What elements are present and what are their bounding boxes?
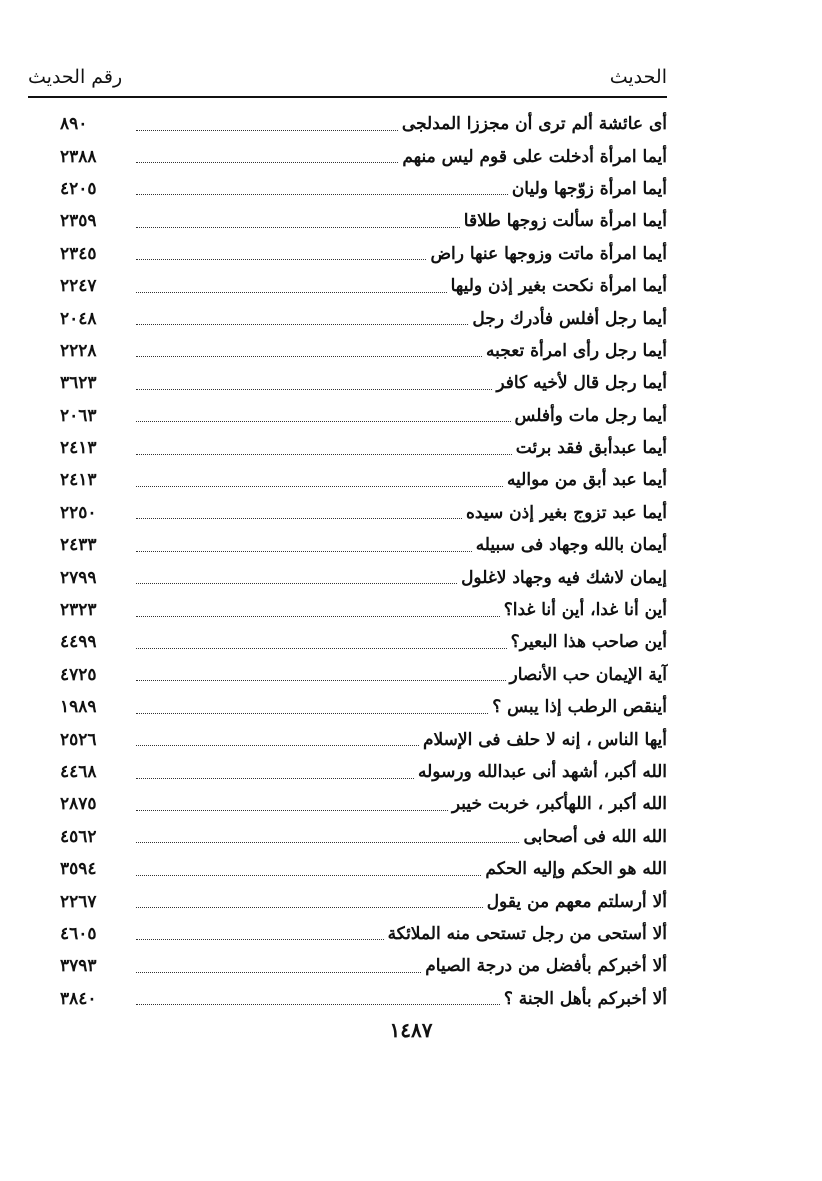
dot-leader <box>136 972 421 973</box>
entry-hadith-text: أيما رجل أفلس فأدرك رجل <box>472 308 667 329</box>
header-hadith-label: الحديث <box>609 66 667 88</box>
index-entry <box>60 853 667 885</box>
dot-leader <box>136 356 482 357</box>
index-entry <box>60 205 667 237</box>
index-entry <box>60 950 667 982</box>
entry-hadith-number: ٤٥٦٢ <box>60 826 97 847</box>
index-entry <box>60 594 667 626</box>
entry-hadith-number: ٢٠٦٣ <box>60 405 97 426</box>
index-entry <box>60 464 667 496</box>
entry-hadith-number: ٣٨٤٠ <box>60 988 97 1009</box>
dot-leader <box>136 486 503 487</box>
header-hadith-number-label: رقم الحديث <box>28 66 123 88</box>
entry-hadith-text: ألا أرسلتم معهم من يقول <box>486 891 667 912</box>
entry-hadith-text: أين صاحب هذا البعير؟ <box>510 632 667 653</box>
entry-hadith-number: ٢٢٥٠ <box>60 502 97 523</box>
index-entry <box>60 270 667 302</box>
entry-hadith-text: أينقص الرطب إذا يبس ؟ <box>492 697 667 718</box>
entry-hadith-number: ٢٣٨٨ <box>60 146 97 167</box>
index-entry <box>60 788 667 820</box>
entry-hadith-text: أيما امرأة ماتت وزوجها عنها راض <box>430 243 667 264</box>
entry-hadith-number: ٢٨٧٥ <box>60 794 97 815</box>
dot-leader <box>136 778 414 779</box>
entry-hadith-number: ٤٤٦٨ <box>60 762 97 782</box>
dot-leader <box>136 518 462 519</box>
entry-hadith-text: أين أنا غدا، أين أنا غدا؟ <box>503 600 667 621</box>
index-entry <box>60 173 667 205</box>
index-entry <box>60 400 667 432</box>
dot-leader <box>136 130 398 131</box>
entry-hadith-number: ٢٢٢٨ <box>60 340 97 361</box>
index-entry <box>60 302 667 334</box>
dot-leader <box>136 648 507 649</box>
dot-leader <box>136 551 472 552</box>
entry-hadith-text: أيما امرأة سألت زوجها طلاقا <box>463 211 667 232</box>
page-header <box>28 62 667 98</box>
index-entry <box>60 561 667 593</box>
entry-hadith-text: أيما رجل قال لأخيه كافر <box>496 373 667 394</box>
dot-leader <box>136 810 448 811</box>
index-entry <box>60 983 667 1015</box>
dot-leader <box>136 194 508 195</box>
dot-leader <box>136 907 483 908</box>
entry-hadith-number: ٤٤٩٩ <box>60 632 97 653</box>
dot-leader <box>136 162 398 163</box>
index-entry <box>60 885 667 917</box>
entry-hadith-number: ٢٣٤٥ <box>60 243 97 264</box>
index-entry <box>60 335 667 367</box>
index-entry <box>60 108 667 140</box>
dot-leader <box>136 227 460 228</box>
entry-hadith-number: ٤٧٢٥ <box>60 664 97 685</box>
index-entry <box>60 918 667 950</box>
index-entry <box>60 756 667 788</box>
entry-hadith-text: إيمان لاشك فيه وجهاد لاغلول <box>461 567 667 588</box>
index-entry <box>60 140 667 172</box>
page-number: ١٤٨٧ <box>389 1018 433 1042</box>
dot-leader <box>136 454 512 455</box>
entry-hadith-text: آية الإيمان حب الأنصار <box>509 664 667 685</box>
entry-hadith-text: الله هو الحكم وإليه الحكم <box>485 859 667 880</box>
entry-hadith-text: أى عائشة ألم ترى أن مجززا المدلجى <box>401 114 667 135</box>
hadith-index-list <box>60 108 667 1015</box>
dot-leader <box>136 939 384 940</box>
entry-hadith-text: أيما عبد تزوج بغير إذن سيده <box>466 502 667 523</box>
entry-hadith-text: أيما امرأة زوّجها وليان <box>511 178 667 199</box>
index-entry <box>60 723 667 755</box>
entry-hadith-number: ٢٥٢٦ <box>60 729 97 750</box>
index-entry <box>60 367 667 399</box>
index-entry <box>60 432 667 464</box>
entry-hadith-number: ٤٦٠٥ <box>60 923 97 944</box>
entry-hadith-number: ٨٩٠ <box>60 114 88 135</box>
dot-leader <box>136 324 468 325</box>
index-entry <box>60 238 667 270</box>
entry-hadith-text: ألا أخبركم بأفضل من درجة الصيام <box>425 956 667 977</box>
entry-hadith-text: الله الله فى أصحابى <box>523 826 667 847</box>
entry-hadith-number: ٣٦٢٣ <box>60 373 97 394</box>
dot-leader <box>136 616 500 617</box>
entry-hadith-text: ألا أخبركم بأهل الجنة ؟ <box>503 988 667 1009</box>
dot-leader <box>136 292 447 293</box>
entry-hadith-number: ١٩٨٩ <box>60 697 97 718</box>
dot-leader <box>136 389 492 390</box>
index-entry <box>60 626 667 658</box>
entry-hadith-number: ٣٧٩٣ <box>60 956 97 977</box>
index-entry <box>60 691 667 723</box>
index-entry <box>60 497 667 529</box>
entry-hadith-text: أيما عبدأبق فقد برئت <box>515 438 667 459</box>
dot-leader <box>136 745 419 746</box>
entry-hadith-number: ٢٠٤٨ <box>60 308 97 329</box>
entry-hadith-number: ٢٢٤٧ <box>60 276 97 297</box>
entry-hadith-number: ٢٣٥٩ <box>60 211 97 232</box>
dot-leader <box>136 842 519 843</box>
dot-leader <box>136 713 488 714</box>
dot-leader <box>136 583 457 584</box>
entry-hadith-text: الله أكبر، أشهد أنى عبدالله ورسوله <box>418 762 667 782</box>
entry-hadith-text: أيما رجل رأى امرأة تعجبه <box>486 340 667 361</box>
entry-hadith-number: ٢٤٣٣ <box>60 535 97 556</box>
entry-hadith-number: ٢٤١٣ <box>60 470 97 491</box>
entry-hadith-number: ٢٧٩٩ <box>60 567 97 588</box>
dot-leader <box>136 259 426 260</box>
entry-hadith-text: الله أكبر ، اللهأكبر، خربت خيبر <box>451 794 667 815</box>
dot-leader <box>136 875 481 876</box>
dot-leader <box>136 1004 500 1005</box>
entry-hadith-number: ٢٣٢٣ <box>60 600 97 621</box>
index-entry <box>60 821 667 853</box>
entry-hadith-text: ألا أستحى من رجل تستحى منه الملائكة <box>387 923 667 944</box>
entry-hadith-number: ٢٤١٣ <box>60 438 97 459</box>
entry-hadith-text: أيما امرأة نكحت بغير إذن وليها <box>450 276 667 297</box>
entry-hadith-text: أيما عبد أبق من مواليه <box>506 470 667 491</box>
entry-hadith-number: ٣٥٩٤ <box>60 859 97 880</box>
dot-leader <box>136 421 511 422</box>
entry-hadith-text: أيها الناس ، إنه لا حلف فى الإسلام <box>423 729 667 750</box>
dot-leader <box>136 680 506 681</box>
index-entry <box>60 529 667 561</box>
entry-hadith-text: أيما امرأة أدخلت على قوم ليس منهم <box>402 146 667 167</box>
entry-hadith-number: ٢٢٦٧ <box>60 891 97 912</box>
entry-hadith-text: أيما رجل مات وأفلس <box>514 405 667 426</box>
entry-hadith-number: ٤٢٠٥ <box>60 178 97 199</box>
entry-hadith-text: أيمان بالله وجهاد فى سبيله <box>475 535 667 556</box>
index-entry <box>60 659 667 691</box>
